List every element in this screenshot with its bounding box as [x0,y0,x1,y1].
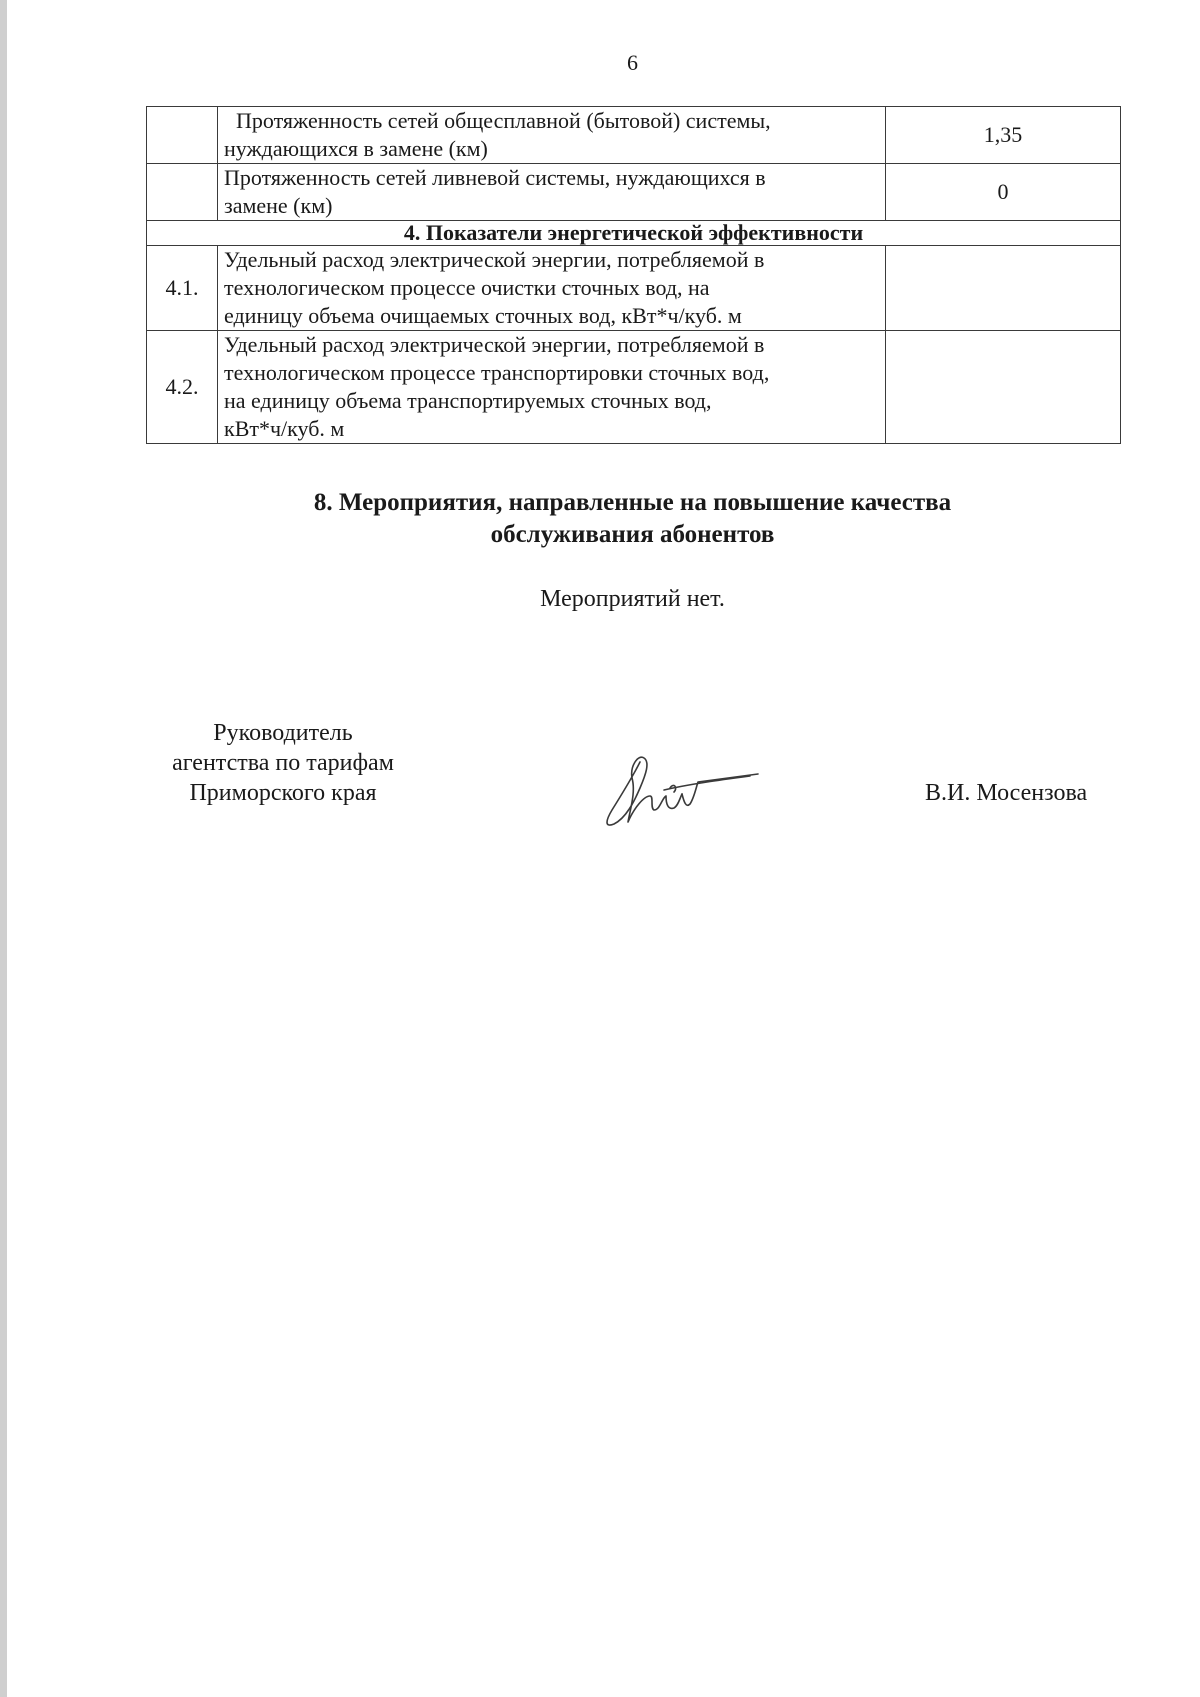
indicator-name-line: Удельный расход электрической энергии, потребляемой в [224,332,765,357]
indicator-name-line: Протяженность сетей общесплавной (бытовой) системы, [236,108,771,133]
indicator-name-line: Протяженность сетей ливневой системы, нуждающихся в [224,165,766,190]
indicator-name-line: технологическом процессе транспортировки сточных вод, [224,360,770,385]
section-body: Мероприятий нет. [540,586,725,612]
indicator-name-cell [218,107,886,164]
indicator-name-line: Удельный расход электрической энергии, потребляемой в [224,247,765,272]
signatory-title-line: агентства по тарифам [172,750,394,776]
indicator-value-cell: 1,35 [886,107,1121,164]
table-row [147,246,1121,331]
indicators-table [146,106,1121,444]
table-row [147,331,1121,444]
row-number-cell: 4.1. [147,246,218,331]
table-row [147,164,1121,221]
indicator-value-cell [886,331,1121,444]
signatory-name: В.И. Мосензова [925,780,1088,806]
indicator-name-line: замене (км) [224,193,333,218]
scan-edge [0,0,7,1697]
section-header-cell: 4. Показатели энергетической эффективности [147,221,1121,246]
section-title-line: обслуживания абонентов [490,521,775,548]
indicator-name-cell [218,246,886,331]
indicator-value-cell: 0 [886,164,1121,221]
table-section-header-row [147,221,1121,246]
page-number: 6 [627,50,638,75]
section-title-line: 8. Мероприятия, направленные на повышение качества [313,489,952,516]
indicator-name-line: на единицу объема транспортируемых сточных вод, [224,388,712,413]
indicator-name-line: технологическом процессе очистки сточных вод, на [224,275,710,300]
signatory-title [138,718,428,808]
signatory-title-line: Руководитель [213,720,353,746]
row-number-cell: 4.2. [147,331,218,444]
section-title [0,487,1200,551]
handwritten-signature [600,752,760,832]
indicator-name-line: кВт*ч/куб. м [224,416,345,441]
indicator-name-line: нуждающихся в замене (км) [224,136,488,161]
signatory-title-line: Приморского края [189,780,377,806]
row-number-cell [147,164,218,221]
indicator-name-cell [218,164,886,221]
indicator-name-line: единицу объема очищаемых сточных вод, кВт*ч/куб. м [224,303,742,328]
indicator-value-cell [886,246,1121,331]
table-row [147,107,1121,164]
indicator-name-cell [218,331,886,444]
row-number-cell [147,107,218,164]
